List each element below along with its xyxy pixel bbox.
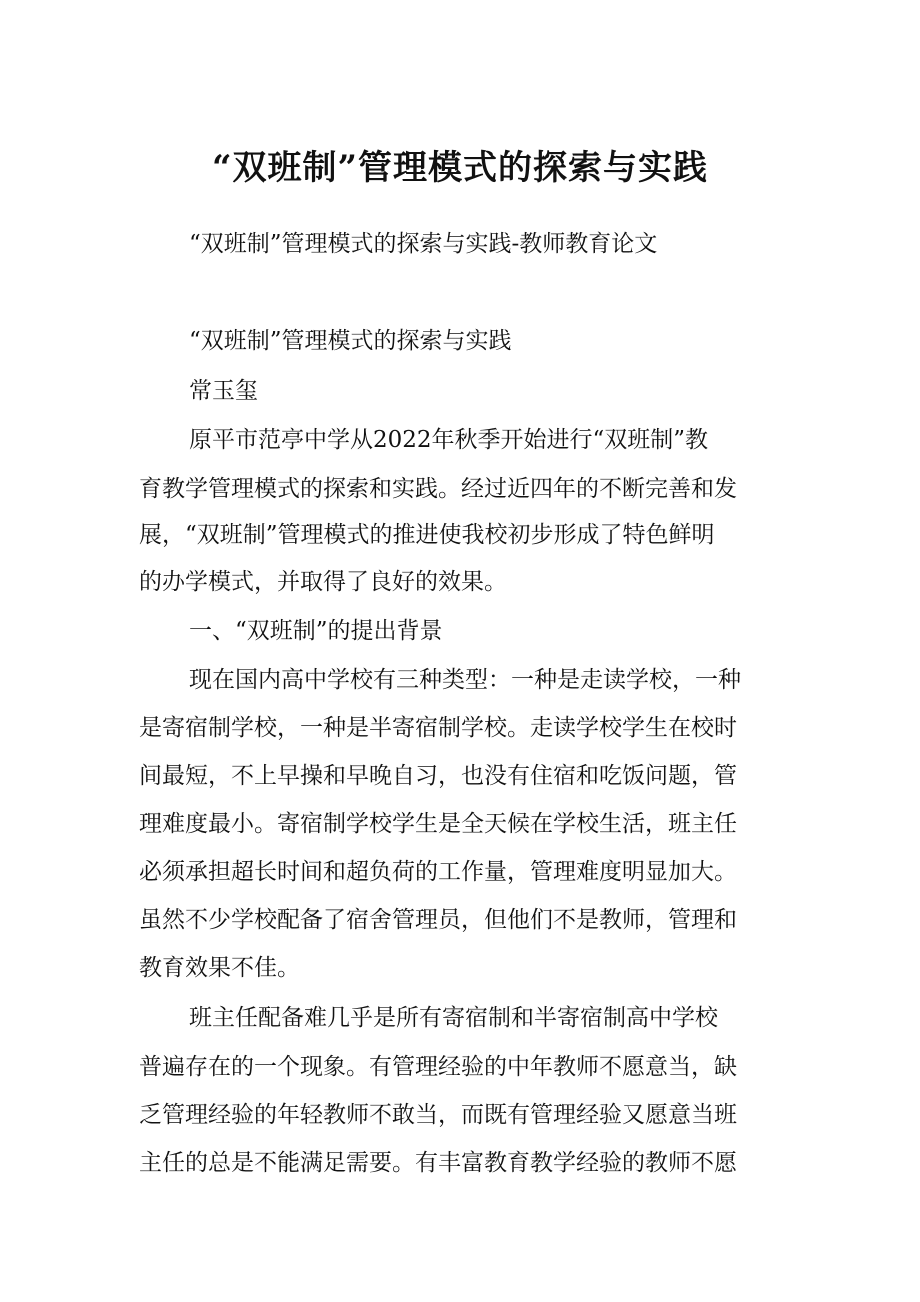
paragraph-line: 间最短，不上早操和早晚自习，也没有住宿和吃饭问题，管 — [139, 763, 737, 789]
article-heading: “双班制”管理模式的探索与实践 — [189, 328, 512, 354]
section-heading: 一、“双班制”的提出背景 — [189, 618, 443, 644]
paragraph-line: 现在国内高中学校有三种类型：一种是走读学校，一种 — [189, 667, 741, 693]
paragraph-line: 原平市范亭中学从2022年秋季开始进行“双班制”教 — [189, 427, 709, 453]
paragraph-line: 是寄宿制学校，一种是半寄宿制学校。走读学校学生在校时 — [139, 715, 737, 741]
document-title: “双班制”管理模式的探索与实践 — [211, 148, 709, 188]
paragraph-line: 的办学模式，并取得了良好的效果。 — [139, 569, 507, 595]
paragraph-line: 主任的总是不能满足需要。有丰富教育教学经验的教师不愿 — [139, 1150, 737, 1176]
document-subtitle: “双班制”管理模式的探索与实践-教师教育论文 — [189, 231, 658, 257]
paragraph-line: 展，“双班制”管理模式的推进使我校初步形成了特色鲜明 — [139, 522, 715, 548]
paragraph-line: 理难度最小。寄宿制学校学生是全天候在学校生活，班主任 — [139, 811, 737, 837]
paragraph-line: 育教学管理模式的探索和实践。经过近四年的不断完善和发 — [139, 476, 737, 502]
author-name: 常玉玺 — [189, 378, 258, 404]
paragraph-line: 乏管理经验的年轻教师不敢当，而既有管理经验又愿意当班 — [139, 1102, 737, 1128]
paragraph-line: 班主任配备难几乎是所有寄宿制和半寄宿制高中学校 — [189, 1005, 718, 1031]
paragraph-line: 教育效果不佳。 — [139, 955, 300, 981]
paragraph-line: 虽然不少学校配备了宿舍管理员，但他们不是教师，管理和 — [139, 907, 737, 933]
paragraph-line: 必须承担超长时间和超负荷的工作量，管理难度明显加大。 — [139, 859, 737, 885]
paragraph-line: 普遍存在的一个现象。有管理经验的中年教师不愿意当，缺 — [139, 1054, 737, 1080]
